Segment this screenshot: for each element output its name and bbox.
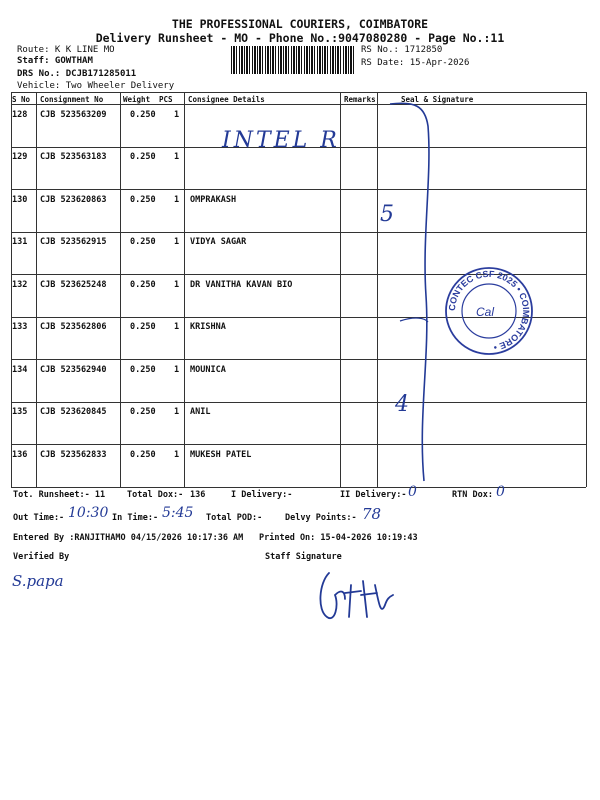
rs-no: RS No.: 1712850 [361,45,443,55]
row-weight: 0.250 [130,195,156,205]
total-pod-label: Total POD:- [206,513,263,523]
ii-delivery-label: II Delivery:- [340,490,407,500]
row-consignment: CJB 523562833 [40,450,107,460]
row-rule [11,232,586,233]
handwritten-delvy-points: 78 [362,505,382,523]
col-pcs: PCS [159,95,173,104]
col-sno: S No [12,95,31,104]
stamp-initial: Cal [476,305,495,319]
drs-label: DRS No.: DCJB171285011 [17,69,137,79]
row-consignee: ANIL [190,407,211,417]
col-divider [184,92,185,487]
rs-date: RS Date: 15-Apr-2026 [361,58,470,68]
barcode [231,46,356,74]
delvy-points-label: Delvy Points:- [285,513,357,523]
row-pcs: 1 [174,195,180,205]
table-top-rule [11,92,586,93]
row-pcs: 1 [174,365,180,375]
row-consignee: DR VANITHA KAVAN BIO [190,280,293,290]
row-pcs: 1 [174,152,180,162]
stamp-ring-text: CONTEC CSF 2025 • COIMBATORE • [446,268,532,353]
row-pcs: 1 [174,110,180,120]
row-rule [11,189,586,190]
col-consignee: Consignee Details [188,95,265,104]
company-stamp [444,266,534,356]
row-weight: 0.250 [130,152,156,162]
row-sno: 128 [12,110,28,120]
handwritten-bracket-line [370,96,450,486]
row-rule [11,359,586,360]
staff-label: Staff: GOWTHAM [17,56,93,66]
staff-signature [315,565,395,625]
row-consignment: CJB 523620863 [40,195,107,205]
row-consignment: CJB 523563209 [40,110,107,120]
row-consignment: CJB 523563183 [40,152,107,162]
route-label: Route: K K LINE MO [17,45,115,55]
handwritten-rtn-dox: 0 [496,484,505,500]
col-weight: Weight [123,95,151,104]
row-sno: 129 [12,152,28,162]
verified-by-signature: S.papa [12,572,64,590]
rtn-dox-label: RTN Dox: [452,490,493,500]
verified-by-label: Verified By [13,552,70,562]
row-sno: 136 [12,450,28,460]
row-weight: 0.250 [130,450,156,460]
row-pcs: 1 [174,280,180,290]
col-remarks: Remarks [344,95,376,104]
col-divider [586,92,587,487]
row-sno: 133 [12,322,28,332]
in-time-label: In Time:- [112,513,159,523]
runsheet-subtitle: Delivery Runsheet - MO - Phone No.:9047080280 - Page No.:11 [95,31,505,45]
col-divider [340,92,341,487]
row-consignment: CJB 523562940 [40,365,107,375]
col-divider [36,92,37,487]
tot-runsheet: Tot. Runsheet:- 11 [13,490,106,500]
handwritten-out-time: 10:30 [68,505,109,521]
row-pcs: 1 [174,450,180,460]
total-dox-label: Total Dox:- [127,490,184,500]
handwritten-remark-row135: 4 [395,392,409,417]
i-delivery-label: I Delivery:- [231,490,293,500]
printed-on: Printed On: 15-04-2026 10:19:43 [259,533,418,543]
row-weight: 0.250 [130,365,156,375]
row-pcs: 1 [174,407,180,417]
table-header-rule [11,104,586,105]
company-title: THE PROFESSIONAL COURIERS, COIMBATORE [171,17,429,31]
row-weight: 0.250 [130,322,156,332]
row-weight: 0.250 [130,280,156,290]
handwritten-ii-delivery: 0 [408,484,417,500]
row-weight: 0.250 [130,110,156,120]
row-consignee: OMPRAKASH [190,195,237,205]
row-consignment: CJB 523620845 [40,407,107,417]
row-weight: 0.250 [130,407,156,417]
handwritten-remark-row130: 5 [380,202,394,227]
row-sno: 135 [12,407,28,417]
row-consignment: CJB 523562915 [40,237,107,247]
col-divider [120,92,121,487]
row-pcs: 1 [174,322,180,332]
row-consignee: MOUNICA [190,365,226,375]
out-time-label: Out Time:- [13,513,65,523]
row-sno: 130 [12,195,28,205]
row-weight: 0.250 [130,237,156,247]
row-consignment: CJB 523625248 [40,280,107,290]
row-pcs: 1 [174,237,180,247]
vehicle-label: Vehicle: Two Wheeler Delivery [17,81,175,91]
total-dox-value: 136 [190,490,206,500]
entered-by: Entered By :RANJITHAMO 04/15/2026 10:17:36 AM [13,533,244,543]
row-sno: 131 [12,237,28,247]
row-sno: 134 [12,365,28,375]
row-consignee: VIDYA SAGAR [190,237,247,247]
row-consignment: CJB 523562806 [40,322,107,332]
row-sno: 132 [12,280,28,290]
row-rule [11,444,586,445]
handwritten-in-time: 5:45 [162,505,194,521]
col-seal: Seal & Signature [401,95,474,104]
col-consignment: Consignment No [40,95,104,104]
row-consignee: KRISHNA [190,322,226,332]
row-consignee: MUKESH PATEL [190,450,252,460]
row-rule [11,402,586,403]
staff-signature-label: Staff Signature [265,552,342,562]
handwritten-consignee-row128: INTEL R [222,128,340,153]
